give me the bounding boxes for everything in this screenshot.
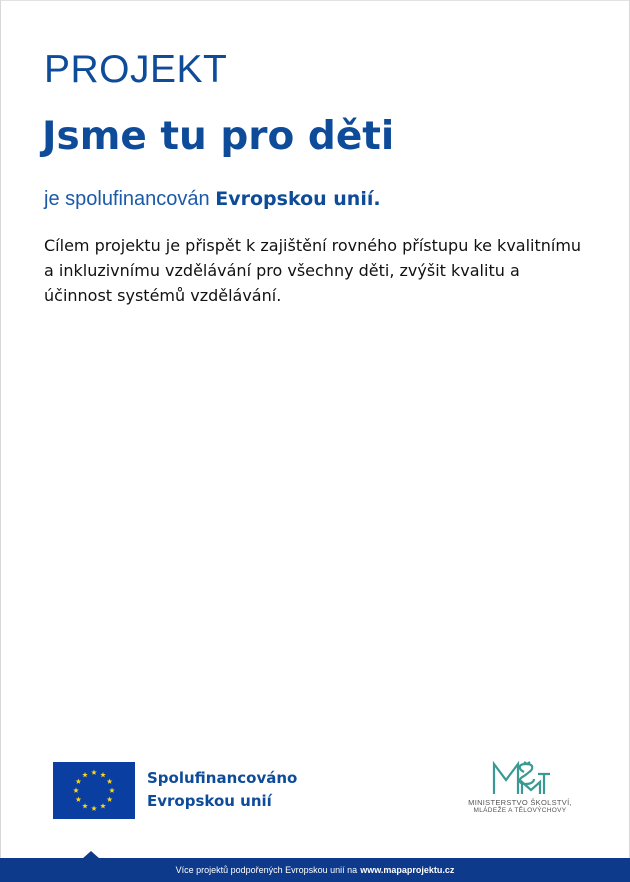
funding-emphasis: Evropskou unií. — [215, 188, 381, 210]
project-title: Jsme tu pro děti — [42, 114, 395, 159]
funding-prefix: je spolufinancován — [44, 188, 210, 210]
eu-star-icon — [100, 772, 106, 777]
msmt-name-line1: MINISTERSTVO ŠKOLSTVÍ, — [468, 798, 572, 807]
footer-text: Více projektů podpořených Evropskou unií na — [175, 865, 358, 875]
msmt-monogram-icon — [488, 760, 552, 796]
eu-cofunding-line1: Spolufinancováno — [147, 769, 298, 787]
eu-star-icon — [73, 788, 79, 793]
funding-statement — [44, 188, 381, 211]
eu-cofunding-text — [147, 767, 297, 813]
eu-star-icon — [91, 806, 97, 811]
project-description: Cílem projektu je přispět k zajištění rovného přístupu ke kvalitnímu a inkluzivnímu vzdělávání pro všechny děti, zvýšit kvalitu a účinnost systémů vzdělávání. — [44, 236, 582, 305]
eu-star-icon — [100, 803, 106, 808]
msmt-name-line2: MLÁDEŽE A TĚLOVÝCHOVY — [473, 807, 567, 814]
eu-star-icon — [82, 772, 88, 777]
footer-bar — [0, 858, 630, 882]
msmt-logo — [455, 760, 585, 822]
eu-star-icon — [107, 797, 113, 802]
eu-star-icon — [107, 779, 113, 784]
eu-star-icon — [76, 797, 82, 802]
project-label: PROJEKT — [44, 48, 228, 91]
eu-cofunding-line2: Evropskou unií — [147, 792, 272, 810]
footer-link[interactable]: www.mapaprojektu.cz — [360, 865, 455, 875]
eu-star-icon — [76, 779, 82, 784]
eu-star-icon — [91, 770, 97, 775]
eu-star-icon — [109, 788, 115, 793]
eu-flag-icon — [53, 762, 135, 819]
eu-star-icon — [82, 803, 88, 808]
